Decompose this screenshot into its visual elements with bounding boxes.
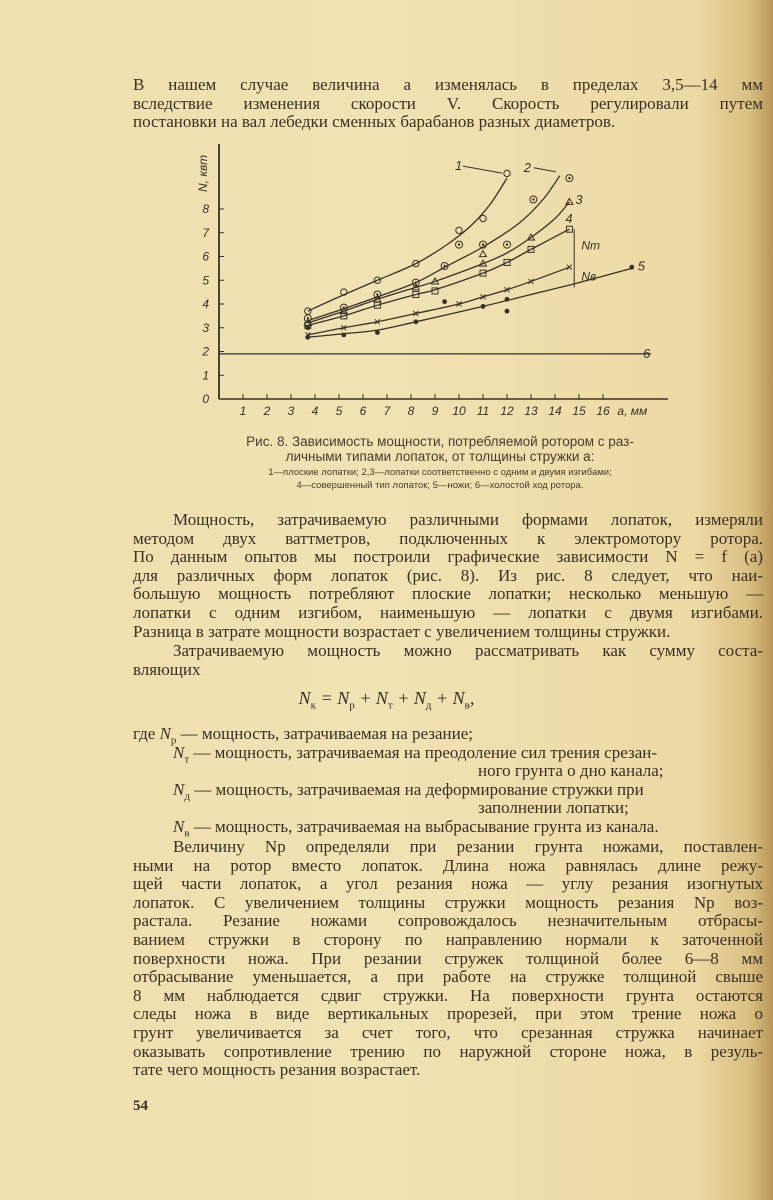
series-line-1 — [308, 178, 507, 311]
y-tick-label: 0 — [202, 392, 209, 406]
definition-symbol: N — [159, 724, 171, 743]
x-tick-label: 15 — [572, 404, 586, 418]
figure-legend — [190, 466, 690, 492]
text-line: ванием стружки в сторону по направлению нормали к заточенной — [133, 929, 763, 949]
text-line: для различных форм лопаток (рис. 8). Из рис. 8 следует, что наи- — [133, 565, 763, 585]
text-line: лопаток. С увеличением толщины стружки мощность резания Nр воз- — [133, 892, 763, 912]
formula-sub: т — [387, 699, 393, 712]
definition-prefix: где — [133, 724, 160, 743]
series-label: 3 — [575, 191, 583, 207]
text-line: вляющих — [133, 659, 201, 679]
x-tick-label: 14 — [548, 404, 562, 418]
y-tick-label: 2 — [202, 344, 209, 359]
formula-sub: р — [349, 699, 355, 712]
text-line: В нашем случае величина a изменялась в пределах 3,5—14 мм — [133, 75, 763, 94]
series-label: 2 — [523, 159, 532, 175]
data-point — [413, 319, 418, 324]
definition-text: — мощность, затрачиваемая на деформирование стружки при — [189, 779, 644, 799]
paragraph-sum — [133, 642, 763, 679]
data-point — [566, 198, 573, 204]
formula-term: N — [452, 688, 465, 708]
definition-subscript: в — [184, 827, 190, 840]
formula-term: N — [413, 688, 426, 708]
definition-subscript: д — [184, 790, 190, 803]
formula-eq: = — [316, 688, 338, 708]
data-point — [480, 251, 487, 257]
text-line: Затрачиваемую мощность можно рассматривать как сумму соста- — [173, 641, 763, 660]
label-leader — [534, 168, 556, 172]
data-point — [375, 330, 380, 335]
formula-plus: + — [354, 688, 376, 708]
data-point — [505, 297, 510, 302]
x-tick-label: 16 — [596, 404, 610, 418]
caption-title-line2: личными типами лопаток, от толщины стружки a: — [285, 449, 595, 464]
text-line: щей части лопаток, а угол резания ножа — углу резания изогнутых — [133, 874, 763, 894]
formula-term: N — [298, 688, 311, 708]
text-line: постановки на вал лебедки сменных барабанов разных диаметров. — [133, 112, 616, 132]
power-formula — [0, 688, 773, 712]
data-point-center — [506, 243, 508, 245]
text-line: Величину Nр определяли при резании грунта ножами, поставлен- — [173, 837, 763, 856]
figure-8-chart — [190, 140, 680, 430]
data-point-center — [568, 177, 570, 179]
x-tick-label: 11 — [476, 404, 490, 418]
definitions-list — [133, 724, 763, 840]
legend-line2: 4—совершенный тип лопаток; 5—ножи; 6—холостой ход ротора. — [296, 480, 584, 491]
data-point — [629, 265, 634, 270]
text-line: Мощность, затрачиваемую различными формами лопаток, измеряли — [173, 510, 763, 529]
definition-item — [133, 744, 763, 763]
y-axis-label: N, квт — [196, 154, 210, 192]
text-line: вследствие изменения скорости V. Скорость регулировали путем — [133, 93, 763, 113]
paragraph-cutting — [133, 838, 763, 1080]
formula-term: N — [337, 688, 350, 708]
data-point — [480, 215, 486, 221]
series-line-2 — [308, 176, 560, 321]
series-line-unlabeled — [308, 267, 570, 335]
x-tick-label: 2 — [263, 404, 271, 418]
formula-term: N — [375, 688, 388, 708]
annotation-label: Nв — [581, 269, 597, 284]
data-point — [481, 304, 486, 309]
x-tick-label: 9 — [431, 404, 439, 418]
x-tick-label: 7 — [383, 404, 391, 418]
formula-sub: д — [425, 699, 432, 712]
x-tick-label: 6 — [359, 404, 367, 418]
definition-subscript: т — [184, 752, 190, 765]
series-line-3 — [308, 202, 573, 323]
x-tick-label: 10 — [452, 404, 466, 418]
definition-item — [133, 816, 763, 840]
x-axis-label: a, мм — [617, 404, 648, 418]
paragraph-intro — [133, 76, 763, 132]
label-leader — [463, 166, 502, 173]
y-tick-label: 8 — [202, 202, 209, 216]
data-point — [566, 226, 572, 232]
caption-title-line1: Рис. 8. Зависимость мощности, потребляемой ротором с раз- — [246, 434, 634, 449]
x-tick-label: 12 — [500, 404, 514, 418]
text-line: тате чего мощность резания возрастает. — [133, 1060, 421, 1080]
data-point — [456, 227, 462, 233]
definition-text: — мощность, затрачиваемая на выбрасывание грунта из канала. — [189, 816, 659, 836]
definition-symbol: N — [173, 816, 185, 836]
data-point — [305, 308, 311, 314]
text-line: методом двух ваттметров, подключенных к электромотору ротора. — [133, 528, 763, 548]
data-point-center — [482, 243, 484, 245]
data-point — [305, 325, 310, 330]
x-tick-label: 5 — [335, 404, 343, 418]
data-point — [442, 299, 447, 304]
y-tick-label: 4 — [202, 297, 209, 311]
data-point — [505, 309, 510, 314]
paragraph-measurement — [133, 511, 763, 641]
y-tick-label: 7 — [202, 225, 209, 240]
formula-plus: + — [431, 688, 453, 708]
definition-item — [133, 724, 763, 747]
x-tick-label: 8 — [407, 404, 415, 418]
formula-sub: к — [310, 699, 317, 712]
text-line: Разница в затрате мощности возрастает с увеличением толщины стружки. — [133, 621, 671, 641]
formula-sub: в — [464, 699, 470, 712]
y-tick-label: 1 — [202, 368, 209, 383]
definition-symbol: N — [173, 779, 185, 799]
series-label: 6 — [643, 345, 651, 361]
text-line: 8 мм наблюдается сдвиг стружки. На поверхности грунта остаются — [133, 985, 763, 1005]
definition-subscript: р — [170, 734, 177, 747]
data-point — [341, 332, 346, 337]
y-tick-label: 6 — [202, 249, 209, 264]
series-line-4 — [308, 229, 570, 325]
text-line: лопатки с одним изгибом, наименьшую — лопатки с двумя изгибами. — [133, 602, 763, 622]
text-line: По данным опытов мы построили графические зависимости N = f (a) — [133, 547, 763, 567]
definition-symbol: N — [173, 742, 185, 762]
page-number: 54 — [133, 1098, 148, 1114]
data-point-center — [443, 265, 445, 267]
text-line: ными на ротор вместо лопаток. Длина ножа равнялась длине режу- — [133, 855, 763, 875]
formula-plus: + — [392, 688, 414, 708]
x-tick-label: 4 — [311, 404, 319, 418]
data-point — [305, 335, 310, 340]
series-label: 4 — [565, 211, 573, 227]
definition-continuation: ного грунта о дно канала; — [478, 761, 664, 781]
series-label: 5 — [637, 258, 646, 274]
text-line: оказывать сопротивление трению по наружной стороне ножа, в резуль- — [133, 1041, 763, 1061]
text-line: большую мощность потребляют плоские лопатки; несколько меньшую — — [133, 584, 763, 604]
definition-item — [133, 779, 763, 803]
data-point — [504, 170, 510, 176]
text-line: грунт увеличивается за счет того, что срезанная стружка начинает — [133, 1022, 763, 1042]
definition-text: — мощность, затрачиваемая на преодоление сил трения срезан- — [189, 742, 658, 762]
definition-text: — мощность, затрачиваемая на резание; — [176, 724, 474, 743]
text-line: поверхности ножа. При резании стружек толщиной более 6—8 мм — [133, 948, 763, 968]
figure-caption — [190, 434, 690, 464]
series-label: 1 — [455, 158, 463, 174]
definition-continuation: заполнении лопатки; — [478, 798, 629, 818]
annotation-label: Nт — [581, 238, 601, 253]
y-tick-label: 5 — [202, 273, 209, 288]
text-line: следы ножа в виде вертикальных прорезей, при этом трение ножа о — [133, 1004, 763, 1024]
data-point-center — [532, 198, 534, 200]
formula-end: , — [469, 688, 475, 708]
x-tick-label: 13 — [524, 404, 538, 418]
text-line: растала. Резание ножами сопровождалось незначительным отбрасы- — [133, 911, 763, 931]
x-tick-label: 3 — [287, 404, 295, 418]
y-tick-label: 3 — [202, 320, 209, 335]
legend-line1: 1—плоские лопатки; 2,3—лопатки соответственно с одним и двумя изгибами; — [268, 467, 612, 478]
data-point-center — [458, 243, 460, 245]
x-tick-label: 1 — [239, 404, 247, 418]
text-line: отбрасывание уменьшается, а при работе на стружке толщиной свыше — [133, 967, 763, 987]
